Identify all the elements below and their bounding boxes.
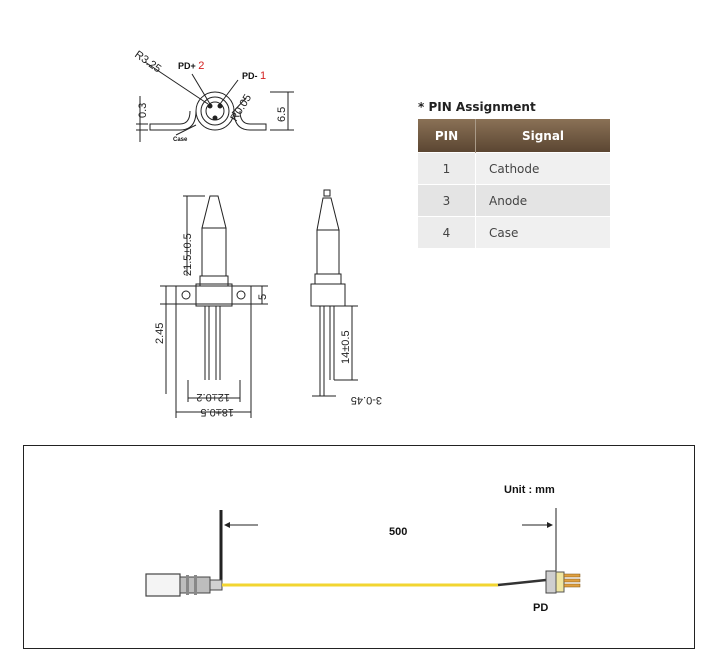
table-row xyxy=(418,153,610,185)
top-view-drawing xyxy=(136,62,294,142)
case-label: Case xyxy=(173,137,188,143)
dim-5-label: 5 xyxy=(257,293,269,300)
radius-inner-label: R0.05 xyxy=(228,92,255,124)
header-signal: Signal xyxy=(476,119,611,153)
dim-0-3-label: 0.3 xyxy=(137,102,149,118)
dim-21-5-label: 21.5±0.5 xyxy=(182,233,194,276)
table-row xyxy=(418,185,610,217)
pd-plus-label: PD+ 2 xyxy=(178,60,205,72)
signal-cell: Case xyxy=(476,217,611,249)
pin-cell: 4 xyxy=(418,217,476,249)
pin-cell: 3 xyxy=(418,185,476,217)
pin-assignment-section xyxy=(418,100,610,248)
signal-cell: Cathode xyxy=(476,153,611,185)
pd-label: PD xyxy=(533,602,549,614)
front-view-drawing xyxy=(160,196,268,418)
pd-minus-label: PD- 1 xyxy=(242,70,267,82)
dim-pins-label: 3-0.45 xyxy=(350,394,382,406)
table-header-row xyxy=(418,119,610,153)
dim-6-5-label: 6.5 xyxy=(276,106,288,122)
signal-cell: Anode xyxy=(476,185,611,217)
radius-outer-label: R3.25 xyxy=(132,48,164,76)
unit-label: Unit : mm xyxy=(504,484,555,496)
table-row xyxy=(418,217,610,249)
dim-2-45-label: 2.45 xyxy=(154,322,166,344)
pin-cell: 1 xyxy=(418,153,476,185)
dim-18-label: 18±0.5 xyxy=(200,406,234,418)
dim-14-label: 14±0.5 xyxy=(340,330,352,364)
header-pin: PIN xyxy=(418,119,476,153)
pin-assignment-table xyxy=(418,119,610,248)
side-view-drawing xyxy=(311,190,358,396)
cable-drawing-frame xyxy=(23,445,695,649)
dim-12-label: 12±0.2 xyxy=(196,391,230,403)
pin-assignment-title: * PIN Assignment xyxy=(418,100,536,114)
length-label: 500 xyxy=(389,526,408,538)
